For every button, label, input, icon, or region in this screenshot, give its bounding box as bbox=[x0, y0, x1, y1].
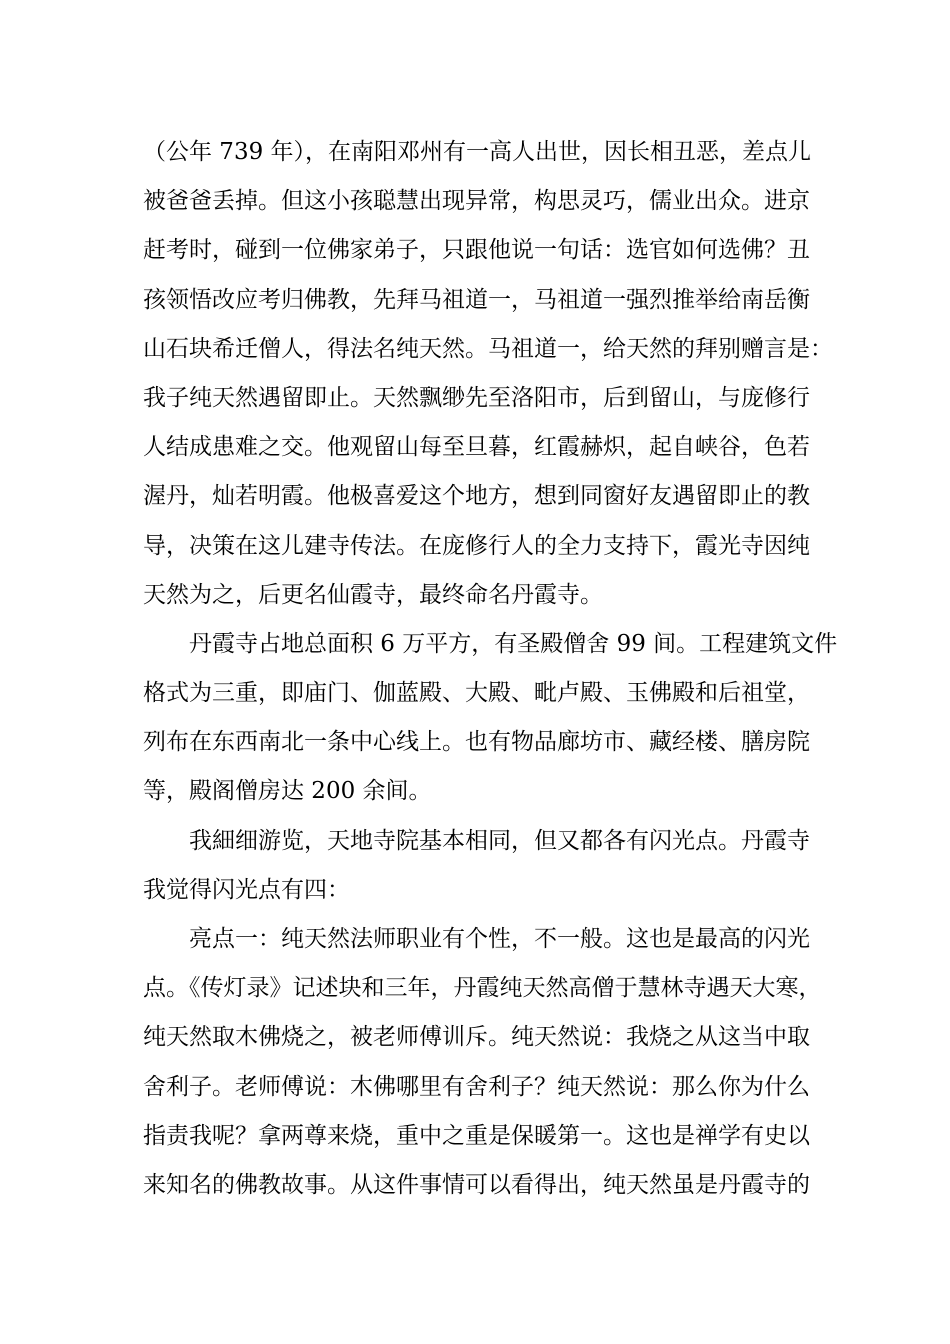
text-line: 我觉得闪光点有四： bbox=[143, 876, 350, 903]
text-line: 指责我呢？拿两尊来烧，重中之重是保暖第一。这也是禅学有史以 bbox=[143, 1122, 810, 1149]
text-line: 我細细游览，天地寺院基本相同，但又都各有闪光点。丹霞寺 bbox=[189, 827, 810, 854]
paragraph-p3 bbox=[143, 821, 833, 919]
text-line: 来知名的佛教故事。从这件事情可以看得出，纯天然虽是丹霞寺的 bbox=[143, 1171, 810, 1198]
text-line: 孩领悟改应考归佛教，先拜马祖道一，马祖道一强烈推举给南岳衡 bbox=[143, 286, 810, 313]
text-line: 列布在东西南北一条中心线上。也有物品廊坊市、藏经楼、膳房院 bbox=[143, 729, 810, 756]
text-line: 天然为之，后更名仙霞寺，最终命名丹霞寺。 bbox=[143, 581, 603, 608]
text-line: 点。《传灯录》记述块和三年，丹霞纯天然高僧于慧林寺遇天大寒， bbox=[143, 975, 822, 1002]
text-line: 渥丹，灿若明霞。他极喜爱这个地方，想到同窗好友遇留即止的教 bbox=[143, 483, 810, 510]
text-line: 纯天然取木佛烧之，被老师傅训斥。纯天然说：我烧之从这当中取 bbox=[143, 1024, 810, 1051]
paragraph-p4 bbox=[143, 919, 833, 1214]
paragraph-p2 bbox=[143, 624, 838, 821]
text-line: 山石块希迁僧人，得法名纯天然。马祖道一，给天然的拜别赠言是： bbox=[143, 335, 833, 362]
text-line: 等，殿阁僧房达 200 余间。 bbox=[143, 778, 432, 805]
text-line: 亮点一：纯天然法师职业有个性，不一般。这也是最高的闪光 bbox=[189, 926, 810, 952]
paragraph-p1 bbox=[143, 132, 833, 624]
text-line: （公年 739 年），在南阳邓州有一高人出世，因长相丑恶，差点儿 bbox=[143, 139, 812, 165]
text-line: 我子纯天然遇留即止。天然飘缈先至洛阳市，后到留山，与庞修行 bbox=[143, 384, 810, 411]
text-line: 人结成患难之交。他观留山每至旦暮，红霞赫炽，起自峡谷，色若 bbox=[143, 434, 810, 461]
text-line: 丹霞寺占地总面积 6 万平方，有圣殿僧舍 99 间。工程建筑文件 bbox=[189, 630, 838, 657]
text-line: 格式为三重，即庙门、伽蓝殿、大殿、毗卢殿、玉佛殿和后祖堂， bbox=[143, 680, 810, 707]
text-line: 导，决策在这儿建寺传法。在庞修行人的全力支持下，霞光寺因纯 bbox=[143, 532, 810, 559]
text-line: 赶考时，碰到一位佛家弟子，只跟他说一句话：选官如何选佛？丑 bbox=[143, 237, 810, 264]
text-line: 被爸爸丢掉。但这小孩聪慧出现异常，构思灵巧，儒业出众。进京 bbox=[143, 188, 810, 215]
document-body bbox=[143, 132, 838, 1214]
text-line: 舍利子。老师傅说：木佛哪里有舍利子？纯天然说：那么你为什么 bbox=[143, 1073, 810, 1100]
